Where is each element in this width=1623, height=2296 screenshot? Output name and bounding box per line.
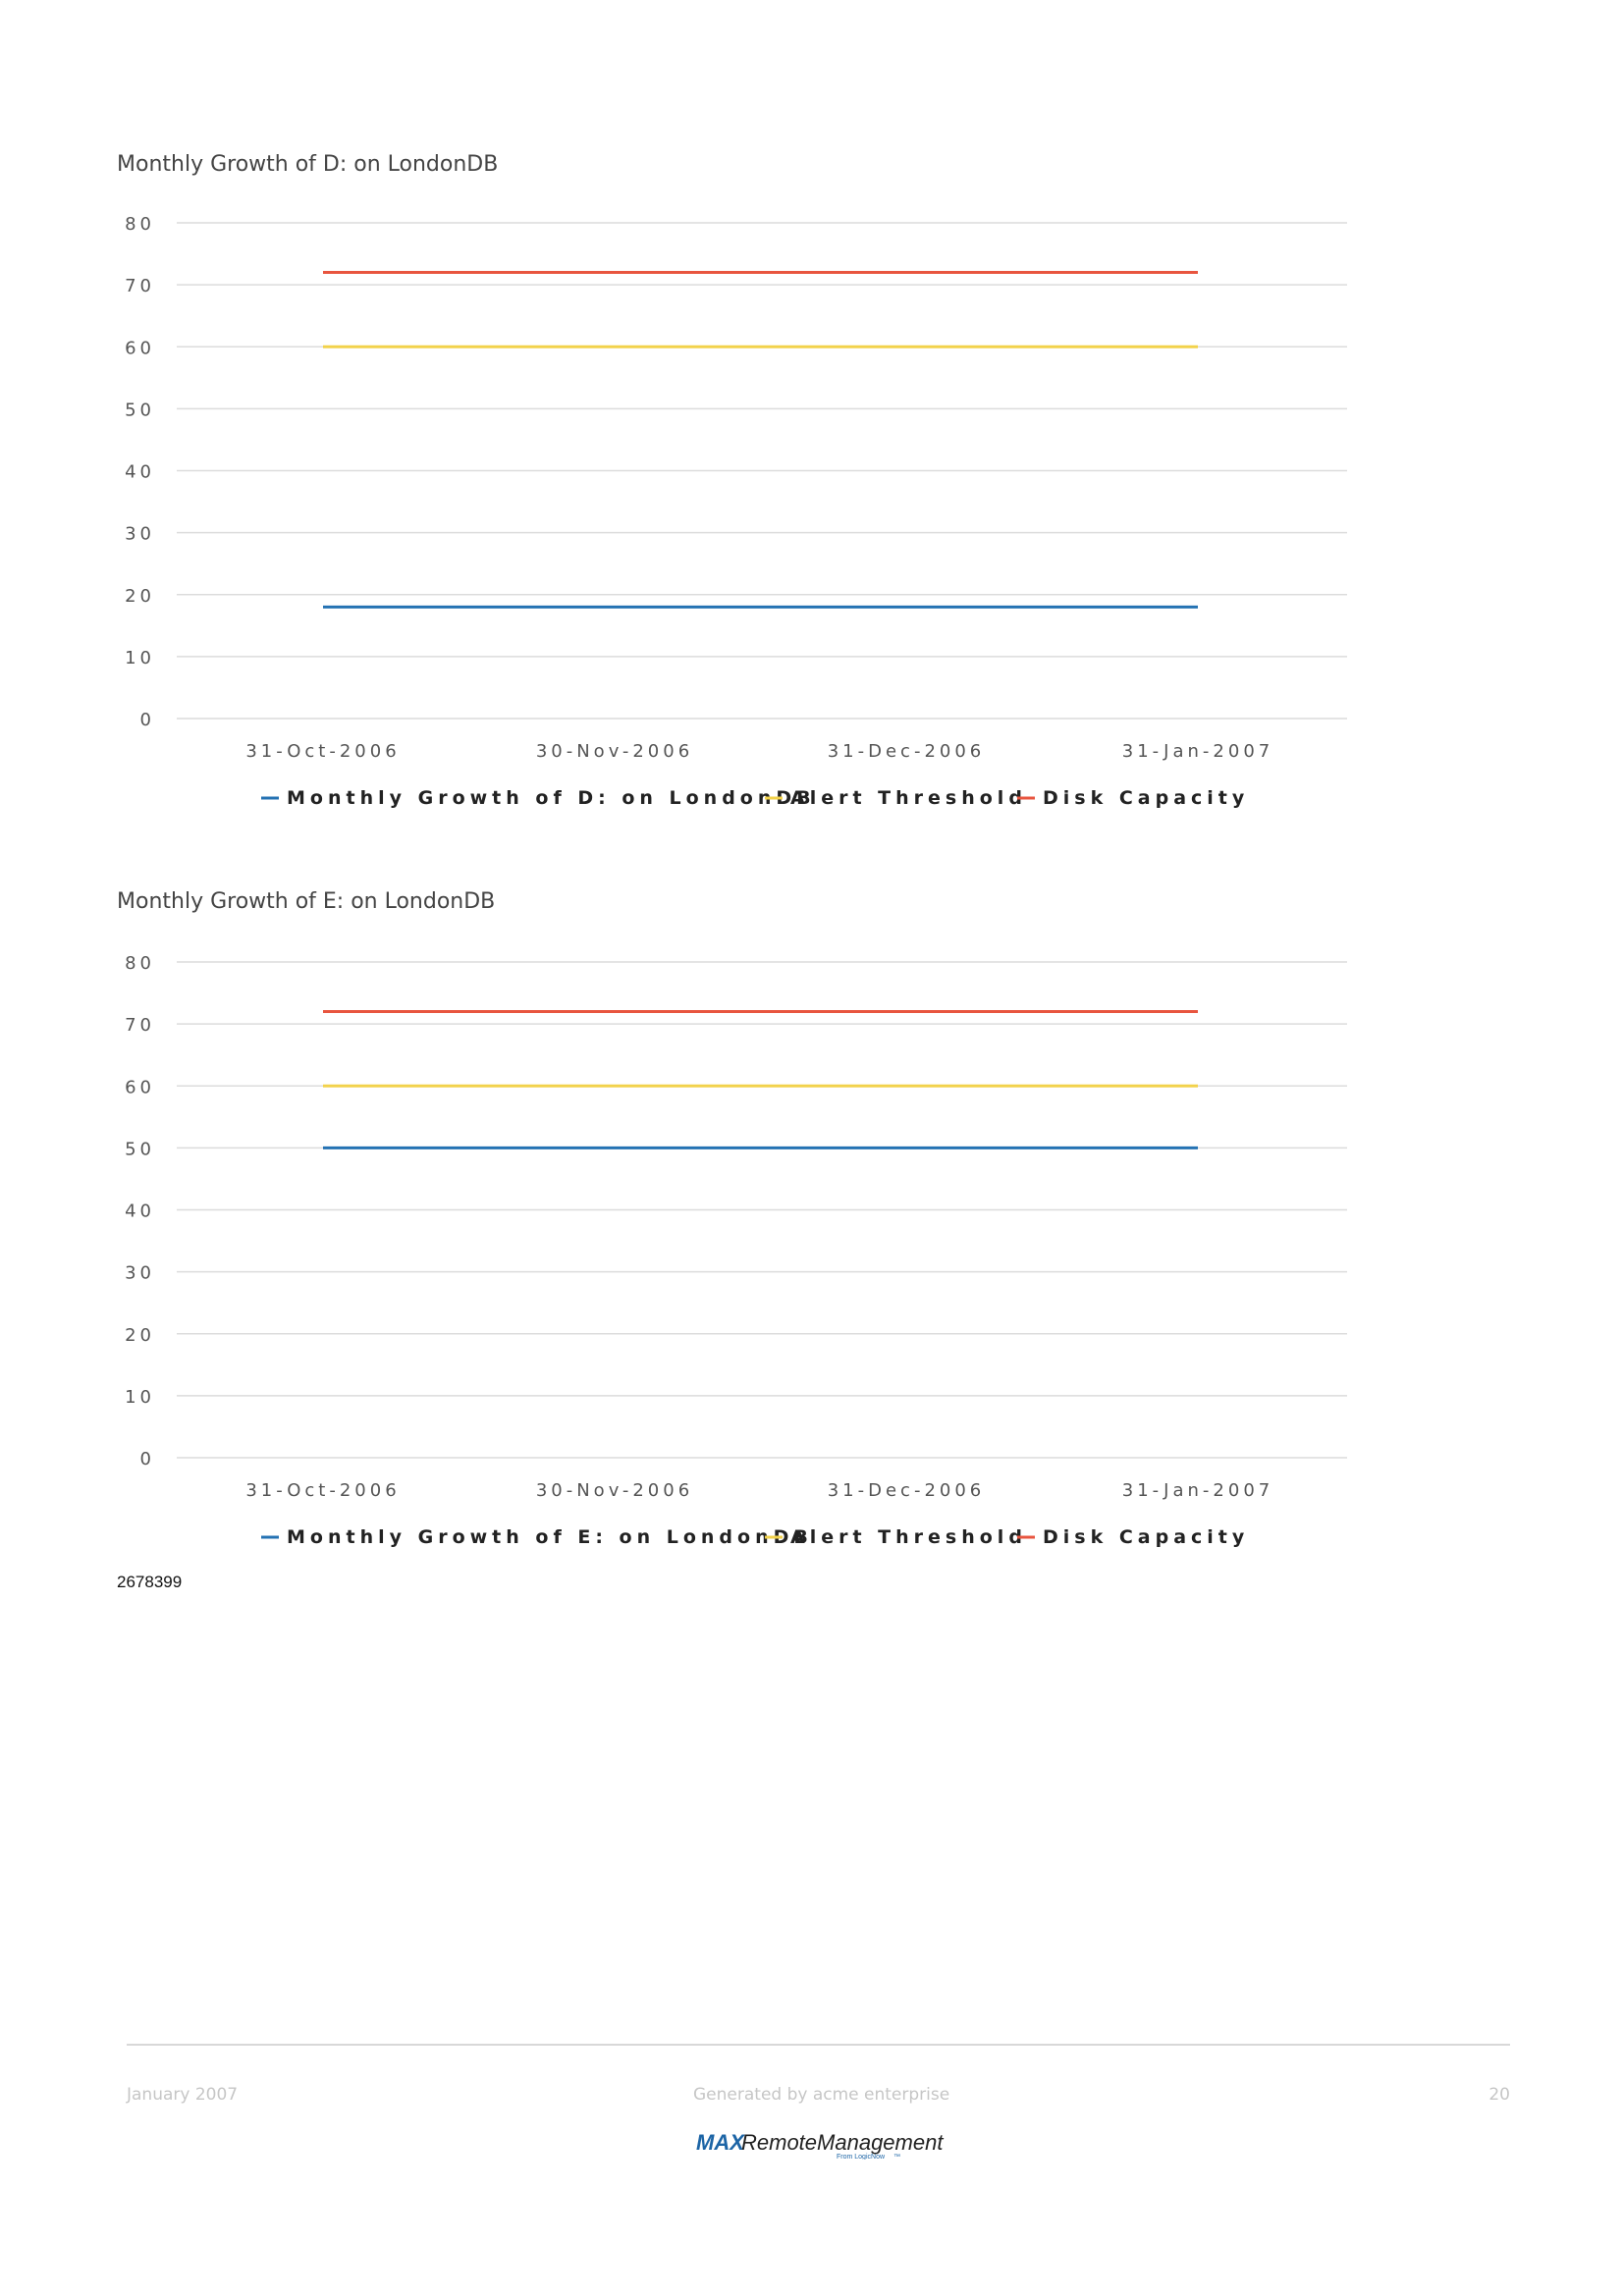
logo-sub-text: From LogicNow (837, 2154, 886, 2160)
y-tick-label: 20 (125, 585, 155, 607)
chart-d-growth (0, 196, 1623, 883)
x-tick-label: 31-Jan-2007 (1121, 1480, 1274, 1501)
logo-max-text: MAX (696, 2130, 744, 2155)
legend-label: Monthly Growth of E: on LondonDB (287, 1526, 813, 1548)
x-tick-label: 30-Nov-2006 (535, 1480, 694, 1501)
y-tick-label: 70 (125, 276, 155, 297)
chart-title-e: Monthly Growth of E: on LondonDB (117, 889, 496, 914)
y-tick-label: 10 (125, 647, 155, 668)
legend-label: Alert Threshold (790, 787, 1027, 809)
x-tick-label: 31-Oct-2006 (245, 1480, 401, 1501)
footer-page-number: 20 (1488, 2085, 1510, 2105)
x-tick-label: 31-Oct-2006 (245, 741, 401, 762)
document-id: 2678399 (117, 1573, 183, 1591)
max-remote-management-logo (694, 2128, 949, 2160)
y-tick-label: 60 (125, 338, 155, 359)
x-tick-label: 31-Jan-2007 (1121, 741, 1274, 762)
footer-generated-by: Generated by acme enterprise (693, 2085, 950, 2105)
x-tick-label: 31-Dec-2006 (827, 1480, 986, 1501)
logo-remote-management-text: RemoteManagement (741, 2130, 944, 2155)
y-tick-label: 50 (125, 1139, 155, 1160)
y-tick-label: 30 (125, 523, 155, 545)
y-tick-label: 40 (125, 1201, 155, 1222)
y-tick-label: 80 (125, 953, 155, 974)
x-tick-label: 31-Dec-2006 (827, 741, 986, 762)
y-tick-label: 40 (125, 461, 155, 483)
legend-label: Disk Capacity (1043, 1526, 1250, 1548)
legend-label: Disk Capacity (1043, 787, 1250, 809)
legend-label: Monthly Growth of D: on LondonDB (287, 787, 816, 809)
legend-label: Alert Threshold (790, 1526, 1027, 1548)
y-tick-label: 80 (125, 214, 155, 235)
logo-tm-text: ™ (893, 2154, 900, 2160)
y-tick-label: 60 (125, 1077, 155, 1098)
y-tick-label: 30 (125, 1262, 155, 1284)
footer-divider (127, 2044, 1510, 2046)
footer-date: January 2007 (127, 2085, 239, 2105)
y-tick-label: 20 (125, 1324, 155, 1346)
y-tick-label: 50 (125, 400, 155, 421)
y-tick-label: 10 (125, 1386, 155, 1408)
chart-title-d: Monthly Growth of D: on LondonDB (117, 152, 499, 177)
x-tick-label: 30-Nov-2006 (535, 741, 694, 762)
y-tick-label: 0 (139, 1449, 155, 1469)
y-tick-label: 0 (139, 710, 155, 730)
y-tick-label: 70 (125, 1015, 155, 1037)
chart-e-growth (0, 933, 1623, 1620)
